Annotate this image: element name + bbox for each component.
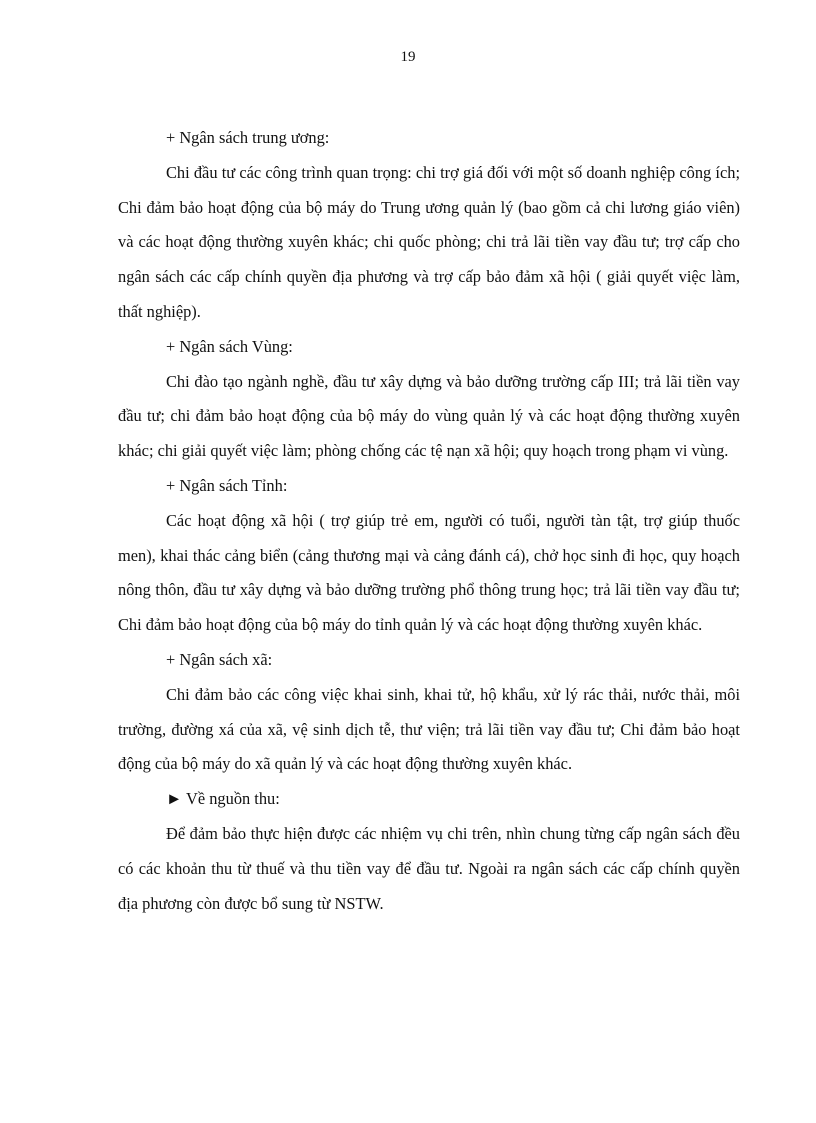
heading-provincial-budget: + Ngân sách Tỉnh: [166, 475, 288, 495]
heading-central-budget: + Ngân sách trung ương: [166, 128, 330, 147]
paragraph-provincial-budget: Các hoạt động xã hội ( trợ giúp trẻ em, người có tuổi, người tàn tật, trợ giúp thuốc men), khai thác cảng biển (cảng thương mại và cảng đánh cá), chở học sinh đi học, quy hoạch nông thôn, đầu tư xây dựng và bảo dưỡng trường phổ thông trung học; trả lãi tiền vay đầu tư; Chi đảm bảo hoạt động của bộ máy do tỉnh quản lý và các hoạt động thường xuyên khác. [118, 510, 740, 635]
heading-regional-budget: + Ngân sách Vùng: [166, 336, 293, 356]
body-text [118, 121, 740, 921]
page-number: 19 [400, 49, 416, 65]
paragraph-regional-budget: Chi đào tạo ngành nghề, đầu tư xây dựng và bảo dưỡng trường cấp III; trả lãi tiền vay đầu tư; chi đảm bảo hoạt động của bộ máy do vùng quản lý và các hoạt động thường xuyên khác; chi giải quyết việc làm; phòng chống các tệ nạn xã hội; quy hoạch trong phạm vi vùng. [118, 371, 740, 461]
paragraph-central-budget: Chi đầu tư các công trình quan trọng: chi trợ giá đối với một số doanh nghiệp công ích; Chi đảm bảo hoạt động của bộ máy do Trung ương quản lý (bao gồm cả chi lương giáo viên) và các hoạt động thường xuyên khác; chi quốc phòng; chi trả lãi tiền vay đầu tư; trợ cấp cho ngân sách các cấp chính quyền địa phương và trợ cấp bảo đảm xã hội ( giải quyết việc làm, thất nghiệp). [118, 162, 740, 321]
paragraph-revenue-sources: Để đảm bảo thực hiện được các nhiệm vụ chi trên, nhìn chung từng cấp ngân sách đều có các khoản thu từ thuế và thu tiền vay để đầu tư. Ngoài ra ngân sách các cấp chính quyền địa phương còn được bổ sung từ NSTW. [118, 823, 740, 913]
paragraph-commune-budget: Chi đảm bảo các công việc khai sinh, khai tử, hộ khẩu, xử lý rác thải, nước thải, môi trường, đường xá của xã, vệ sinh dịch tễ, thư viện; trả lãi tiền vay đầu tư; Chi đảm bảo hoạt động của bộ máy do xã quản lý và các hoạt động thường xuyên khác. [118, 684, 740, 774]
heading-commune-budget: + Ngân sách xã: [166, 649, 273, 669]
heading-revenue-sources: ► Về nguồn thu: [166, 789, 280, 809]
